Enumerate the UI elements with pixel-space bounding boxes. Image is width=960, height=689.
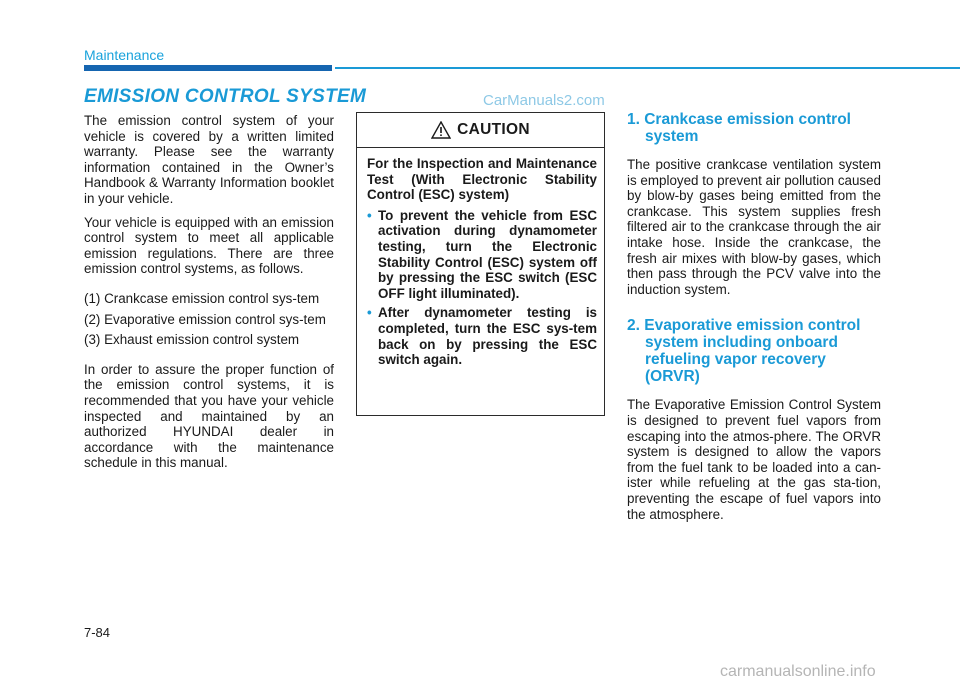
column-right (627, 111, 881, 542)
warning-triangle-icon (431, 121, 451, 139)
watermark-top: CarManuals2.com (483, 92, 605, 109)
section-label: Maintenance (84, 47, 165, 63)
system-list (84, 291, 334, 348)
watermark-bottom: carmanualsonline.info (720, 663, 876, 680)
bullet-icon: • (367, 207, 372, 223)
list-item: (3) Exhaust emission control system (84, 332, 300, 348)
crankcase-paragraph: The positive crankcase ventilation system is employed to prevent air pollution caused by blow-by gases being emitted from the crankcase. This system supplies fresh filtered air to the crankcase through the air intake hose. Inside the crankcase, the fresh air mixes with blow-by gases, which then pass through the PCV valve into the induction system. (627, 157, 881, 297)
list-item: (1) Crankcase emission control sys-tem (84, 290, 320, 306)
header-rule-light (335, 67, 960, 69)
intro-paragraph: The emission control system of your vehicle is covered by a written limited warranty. Please see the warranty information contained in the Owner’s Handbook & Warranty Information booklet in your vehicle. (84, 113, 334, 206)
column-left (84, 113, 334, 479)
crankcase-heading: 1. Crankcase emission control system (627, 111, 851, 145)
equipment-paragraph: Your vehicle is equipped with an emission control system to meet all applicable emission regulations. There are three emission control systems, as follows. (84, 214, 334, 277)
caution-intro: For the Inspection and Maintenance Test (With Electronic Stability Control (ESC) system) (367, 156, 597, 203)
caution-bullet (367, 208, 597, 302)
caution-box (356, 112, 605, 416)
header-rule-dark (84, 65, 332, 71)
page-number: 7-84 (84, 625, 111, 640)
caution-header (357, 113, 604, 148)
caution-bullets (367, 208, 597, 368)
maintenance-paragraph: In order to assure the proper function of the emission control systems, it is recommended that you have your vehicle inspected and maintained by an authorized HYUNDAI dealer in accordance with the maintenance schedule in this manual. (84, 361, 334, 471)
caution-bullet (367, 305, 597, 367)
page-title: EMISSION CONTROL SYSTEM (84, 86, 367, 107)
caution-bullet-text: To prevent the vehicle from ESC activation during dynamometer testing, turn the Electronic Stability Control (ESC) system off by pressing the ESC switch (ESC OFF light illuminated). (378, 207, 597, 301)
evaporative-heading: 2. Evaporative emission control system including onboard refueling vapor recovery (ORVR) (627, 317, 861, 386)
caution-bullet-text: After dynamometer testing is completed, turn the ESC sys-tem back on by pressing the ESC switch again. (378, 305, 597, 368)
bullet-icon: • (367, 305, 372, 321)
list-item: (2) Evaporative emission control sys-tem (84, 311, 326, 327)
caution-title: CAUTION (457, 121, 530, 138)
caution-body (357, 148, 604, 368)
evaporative-paragraph: The Evaporative Emission Control System is designed to prevent fuel vapors from escaping into the atmos-phere. The ORVR system is designed to allow the vapors from the fuel tank to be loaded into a can-ister while refueling at the gas sta-tion, preventing the escape of fuel vapors into the atmosphere. (627, 397, 881, 522)
